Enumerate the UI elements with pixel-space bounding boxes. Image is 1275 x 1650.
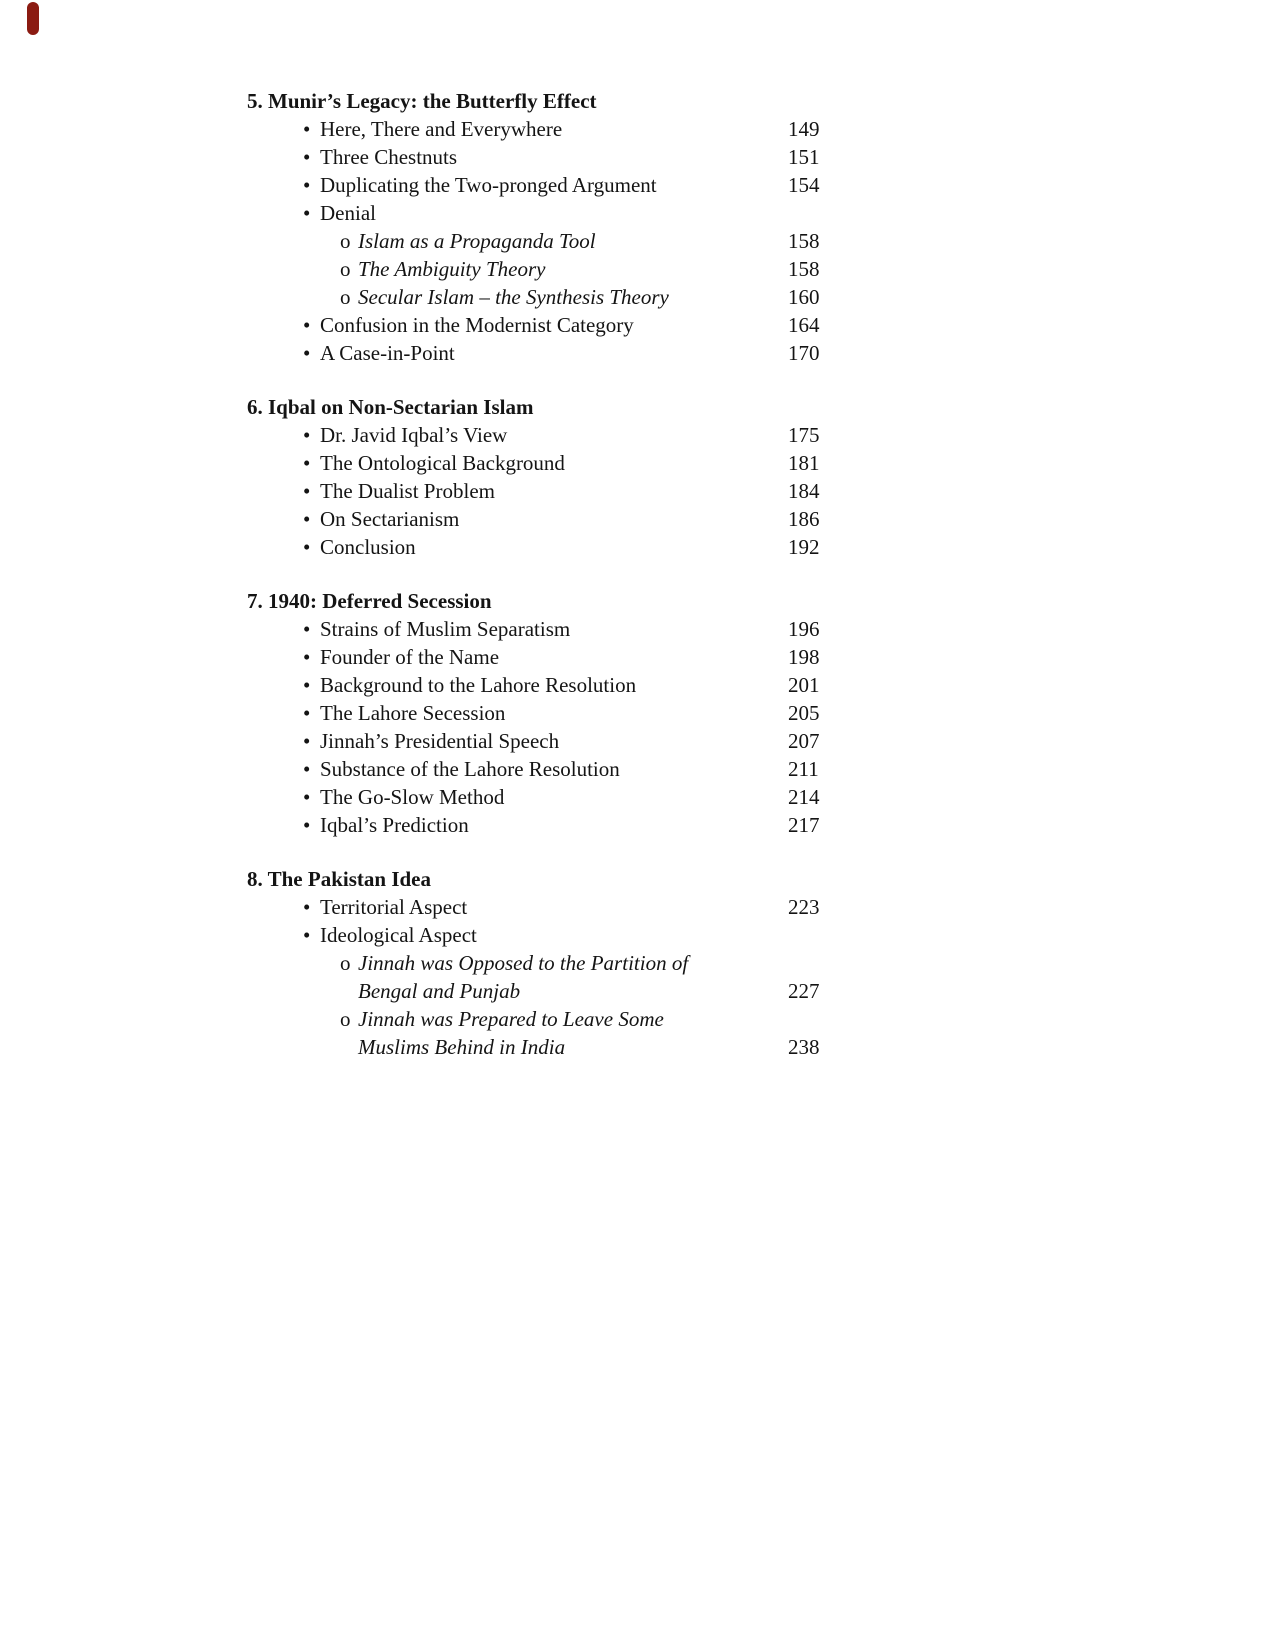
entry-page-number: 223	[788, 895, 820, 919]
subentry-page-number: 160	[788, 285, 820, 309]
entry-title: Substance of the Lahore Resolution	[320, 757, 620, 781]
subentry-title	[358, 227, 596, 255]
circle-bullet-icon: o	[340, 257, 351, 281]
entry-page-number: 175	[788, 423, 820, 447]
subentry-page-number: 227	[788, 979, 820, 1003]
section-number: 8.	[247, 867, 263, 891]
toc-subentry	[247, 283, 857, 311]
section-number: 5.	[247, 89, 263, 113]
entry-page-number: 184	[788, 479, 820, 503]
toc-entry	[247, 171, 857, 199]
entry-page-number: 207	[788, 729, 820, 753]
bullet-icon: •	[303, 313, 311, 337]
toc-entry	[247, 339, 857, 367]
entry-title: Here, There and Everywhere	[320, 117, 563, 141]
bullet-icon: •	[303, 645, 311, 669]
toc-subentry	[247, 227, 857, 255]
toc-entry	[247, 477, 857, 505]
bullet-icon: •	[303, 173, 311, 197]
toc-entry	[247, 811, 857, 839]
entry-title: Iqbal’s Prediction	[320, 813, 469, 837]
subentry-line: Secular Islam – the Synthesis Theory	[358, 285, 669, 309]
section-heading	[247, 587, 857, 615]
entry-title: The Dualist Problem	[320, 479, 495, 503]
bullet-icon: •	[303, 479, 311, 503]
entry-title: The Ontological Background	[320, 451, 565, 475]
section-title: Iqbal on Non-Sectarian Islam	[268, 395, 534, 419]
toc-entry	[247, 115, 857, 143]
toc-subentry	[247, 255, 857, 283]
subentry-line: Jinnah was Opposed to the Partition of	[358, 951, 689, 975]
section-number: 6.	[247, 395, 263, 419]
bullet-icon: •	[303, 729, 311, 753]
toc-entry	[247, 199, 857, 227]
entry-page-number: 201	[788, 673, 820, 697]
bullet-icon: •	[303, 341, 311, 365]
toc-entry	[247, 755, 857, 783]
bullet-icon: •	[303, 451, 311, 475]
subentry-line: Bengal and Punjab	[358, 979, 521, 1003]
toc-subentry	[247, 1005, 857, 1061]
entry-page-number: 205	[788, 701, 820, 725]
bullet-icon: •	[303, 701, 311, 725]
entry-title: Jinnah’s Presidential Speech	[320, 729, 560, 753]
section-heading	[247, 865, 857, 893]
subentry-line: Muslims Behind in India	[358, 1035, 566, 1059]
entry-title: Dr. Javid Iqbal’s View	[320, 423, 508, 447]
entry-title: Ideological Aspect	[320, 923, 477, 947]
toc-entry	[247, 893, 857, 921]
bullet-icon: •	[303, 145, 311, 169]
toc-entry	[247, 671, 857, 699]
toc-section-5	[247, 87, 857, 367]
bullet-icon: •	[303, 201, 311, 225]
entry-title: The Lahore Secession	[320, 701, 506, 725]
entry-page-number: 149	[788, 117, 820, 141]
subentry-page-number: 158	[788, 257, 820, 281]
entry-page-number: 192	[788, 535, 820, 559]
entry-title: On Sectarianism	[320, 507, 460, 531]
entry-title: The Go-Slow Method	[320, 785, 505, 809]
circle-bullet-icon: o	[340, 1007, 351, 1031]
bullet-icon: •	[303, 895, 311, 919]
entry-title: Background to the Lahore Resolution	[320, 673, 637, 697]
section-title: The Pakistan Idea	[267, 867, 431, 891]
toc-entry	[247, 727, 857, 755]
entry-page-number: 217	[788, 813, 820, 837]
entry-page-number: 196	[788, 617, 820, 641]
bullet-icon: •	[303, 757, 311, 781]
toc-section-8	[247, 865, 857, 1061]
bullet-icon: •	[303, 813, 311, 837]
entry-title: Conclusion	[320, 535, 416, 559]
subentry-title	[358, 949, 688, 1005]
toc-entry	[247, 421, 857, 449]
entry-page-number: 154	[788, 173, 820, 197]
toc-entry	[247, 643, 857, 671]
toc-entry	[247, 311, 857, 339]
entry-page-number: 170	[788, 341, 820, 365]
toc-entry	[247, 533, 857, 561]
bullet-icon: •	[303, 785, 311, 809]
bullet-icon: •	[303, 535, 311, 559]
entry-title: Denial	[320, 201, 376, 225]
section-title: 1940: Deferred Secession	[268, 589, 492, 613]
bullet-icon: •	[303, 423, 311, 447]
bullet-icon: •	[303, 507, 311, 531]
toc-entry	[247, 921, 857, 949]
bullet-icon: •	[303, 117, 311, 141]
subentry-line: The Ambiguity Theory	[358, 257, 546, 281]
entry-page-number: 186	[788, 507, 820, 531]
entry-title: Strains of Muslim Separatism	[320, 617, 571, 641]
toc-entry	[247, 505, 857, 533]
entry-title: Confusion in the Modernist Category	[320, 313, 634, 337]
toc-subentry	[247, 949, 857, 1005]
toc-entry	[247, 449, 857, 477]
entry-page-number: 214	[788, 785, 820, 809]
entry-title: Territorial Aspect	[320, 895, 468, 919]
circle-bullet-icon: o	[340, 951, 351, 975]
entry-page-number: 198	[788, 645, 820, 669]
toc-section-6	[247, 393, 857, 561]
section-heading	[247, 393, 857, 421]
section-heading	[247, 87, 857, 115]
subentry-page-number: 238	[788, 1035, 820, 1059]
entry-title: Duplicating the Two-pronged Argument	[320, 173, 657, 197]
circle-bullet-icon: o	[340, 285, 351, 309]
subentry-title	[358, 283, 669, 311]
subentry-title	[358, 1005, 664, 1061]
subentry-title	[358, 255, 545, 283]
corner-bookmark-mark	[27, 2, 39, 35]
entry-page-number: 151	[788, 145, 820, 169]
bullet-icon: •	[303, 673, 311, 697]
entry-page-number: 181	[788, 451, 820, 475]
entry-title: Three Chestnuts	[320, 145, 458, 169]
section-title: Munir’s Legacy: the Butterfly Effect	[268, 89, 597, 113]
toc-section-7	[247, 587, 857, 839]
entry-title: A Case-in-Point	[320, 341, 455, 365]
toc-entry	[247, 143, 857, 171]
entry-page-number: 164	[788, 313, 820, 337]
toc-entry	[247, 615, 857, 643]
subentry-line: Jinnah was Prepared to Leave Some	[358, 1007, 664, 1031]
subentry-line: Islam as a Propaganda Tool	[358, 229, 596, 253]
bullet-icon: •	[303, 617, 311, 641]
toc-entry	[247, 699, 857, 727]
section-number: 7.	[247, 589, 263, 613]
subentry-page-number: 158	[788, 229, 820, 253]
toc	[247, 87, 857, 1061]
toc-entry	[247, 783, 857, 811]
entry-title: Founder of the Name	[320, 645, 500, 669]
entry-page-number: 211	[788, 757, 819, 781]
bullet-icon: •	[303, 923, 311, 947]
circle-bullet-icon: o	[340, 229, 351, 253]
